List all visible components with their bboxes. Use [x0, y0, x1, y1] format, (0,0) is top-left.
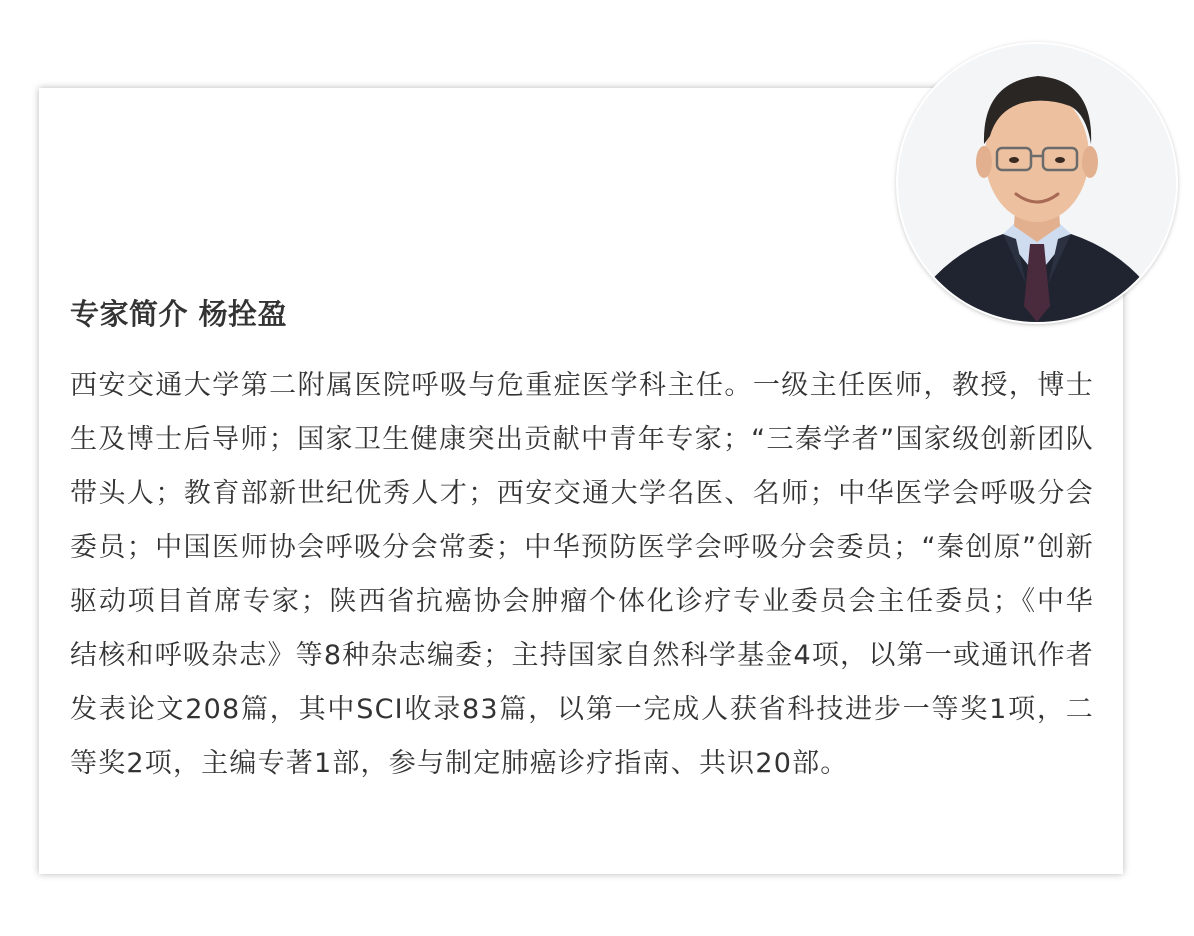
- profile-bio: 西安交通大学第二附属医院呼吸与危重症医学科主任。一级主任医师，教授，博士生及博士后导师；国家卫生健康突出贡献中青年专家；“三秦学者”国家级创新团队带头人；教育部新世纪优秀人才；西安交通大学名医、名师；中华医学会呼吸分会委员；中国医师协会呼吸分会常委；中华预防医学会呼吸分会委员；“秦创原”创新驱动项目首席专家；陕西省抗癌协会肿瘤个体化诊疗专业委员会主任委员；《中华结核和呼吸杂志》等8种杂志编委；主持国家自然科学基金4项，以第一或通讯作者发表论文208篇，其中SCI收录83篇，以第一完成人获省科技进步一等奖1项，二等奖2项，主编专著1部，参与制定肺癌诊疗指南、共识20部。: [70, 370, 1094, 779]
- portrait-icon: [898, 44, 1176, 322]
- portrait-photo: [898, 44, 1176, 322]
- profile-title: 专家简介 杨拴盈: [70, 297, 288, 331]
